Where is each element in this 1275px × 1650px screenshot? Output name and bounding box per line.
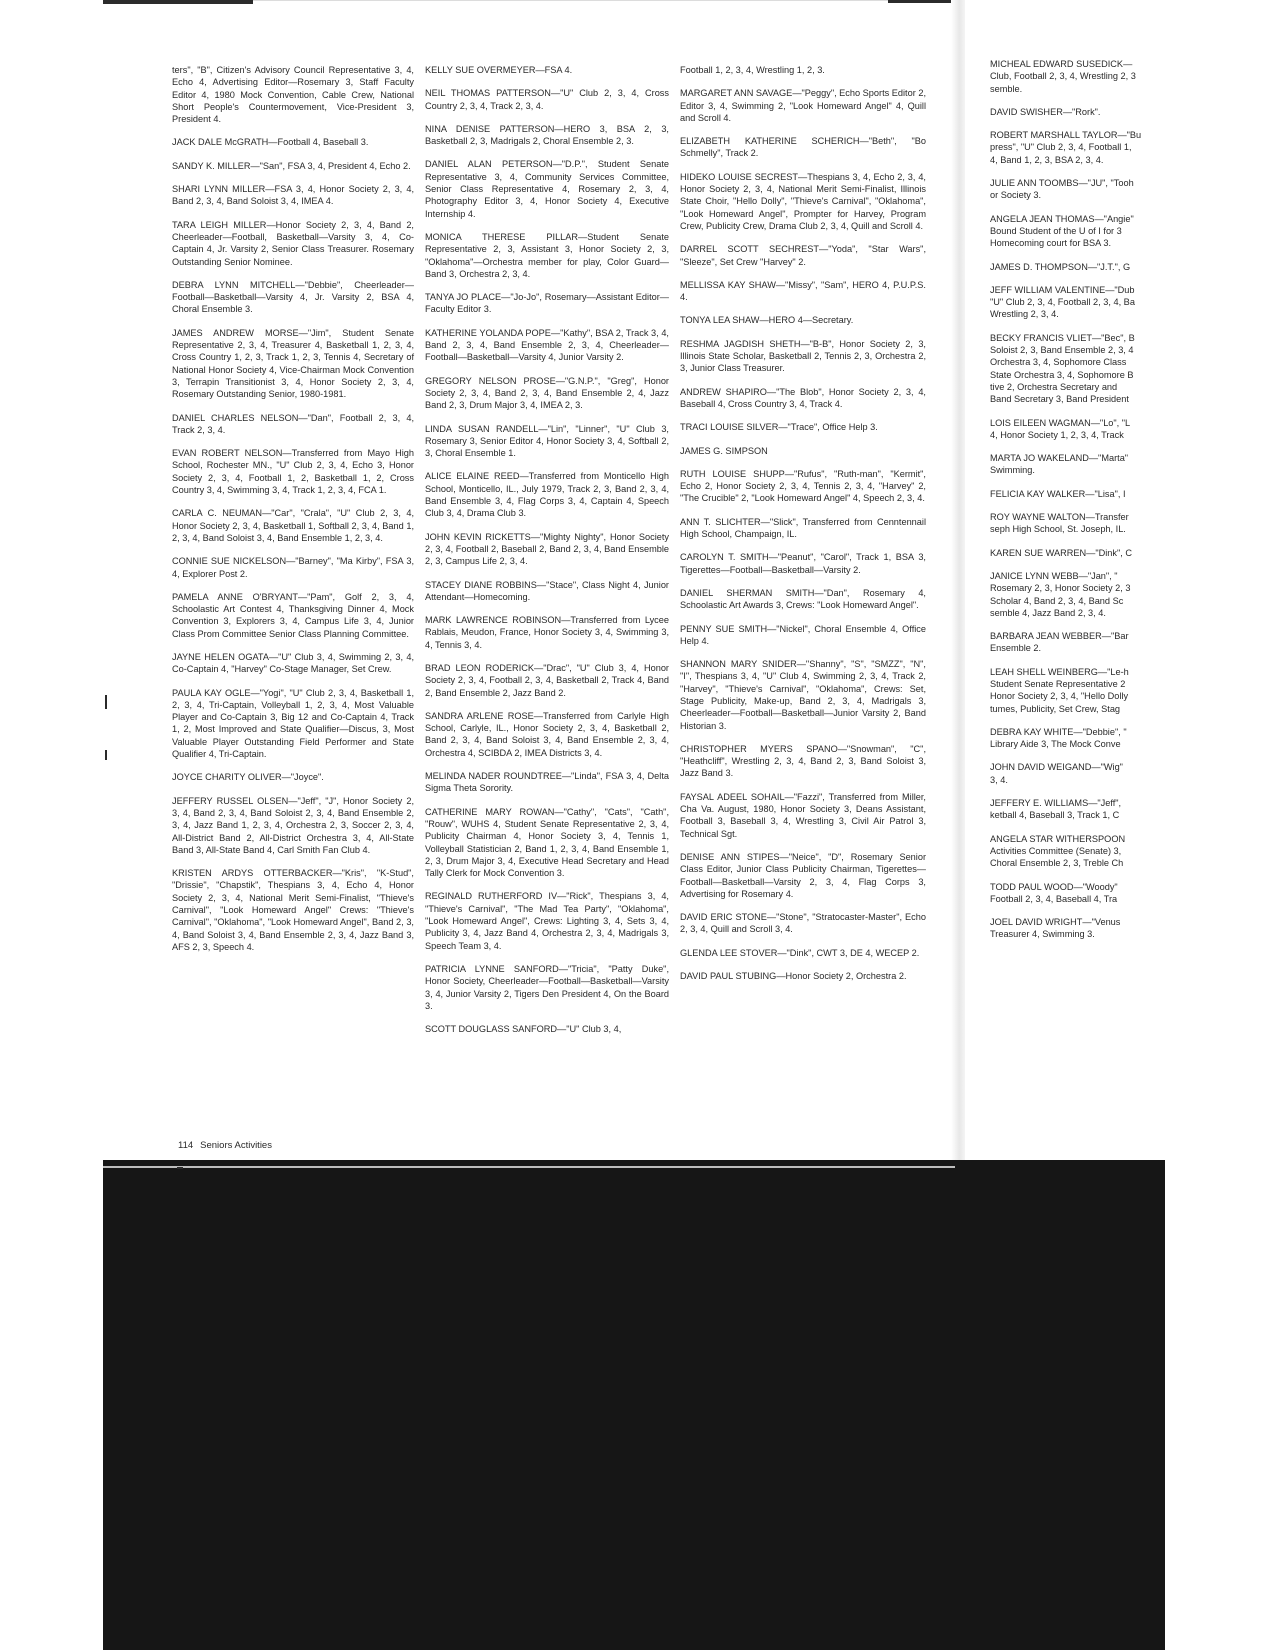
entry-line: BECKY FRANCIS VLIET—"Bec", B — [990, 332, 1135, 343]
senior-entry — [990, 284, 1190, 321]
senior-entry: MARGARET ANN SAVAGE—"Peggy", Echo Sports Editor 2, Editor 3, 4, Swimming 2, "Look Homeward Angel" 4, Quill and Scroll 4. — [680, 88, 926, 123]
entry-line: DEBRA KAY WHITE—"Debbie", " — [990, 726, 1127, 737]
entry-line: Honor Society 2, 3, 4, "Hello Dolly — [990, 691, 1129, 702]
senior-entry — [990, 488, 1190, 500]
senior-entry: PAMELA ANNE O'BRYANT—"Pam", Golf 2, 3, 4, Schoolastic Art Contest 4, Thanksgiving Dinner 4, Mock Convention 3, Explorers 3, 4, Campus Life 3, 4, Junior Class Prom Committee Senior Class Planning Committee. — [172, 591, 414, 639]
senior-entry: SCOTT DOUGLASS SANFORD—"U" Club 3, 4, — [425, 1024, 622, 1035]
entry-line: Student Senate Representative 2 — [990, 678, 1126, 689]
entry-line: Homecoming court for BSA 3. — [990, 238, 1112, 249]
entry-line: Scholar 4, Band 2, 3, 4, Band Sc — [990, 595, 1124, 606]
entry-line: seph High School, St. Joseph, IL. — [990, 524, 1126, 535]
senior-entry — [990, 547, 1190, 559]
entry-line: State Orchestra 3, 4, Sophomore B — [990, 369, 1134, 380]
entry-line: 3, 4. — [990, 774, 1008, 785]
senior-entry: KELLY SUE OVERMEYER—FSA 4. — [425, 65, 573, 75]
page-footer — [178, 1140, 279, 1151]
senior-entry: DANIEL CHARLES NELSON—"Dan", Football 2, 3, 4, Track 2, 3, 4. — [172, 412, 414, 435]
senior-entry — [990, 797, 1190, 822]
senior-entry: PATRICIA LYNNE SANFORD—"Tricia", "Patty Duke", Honor Society, Cheerleader—Football—Basketball—Varsity 3, 4, Junior Varsity 2, Tigers Den President 4, On the Board 3. — [425, 963, 669, 1011]
senior-entry: TARA LEIGH MILLER—Honor Society 2, 3, 4, Band 2, Cheerleader—Football, Basketball—Varsity 3, 4, Co-Captain 4, Jr. Varsity 2, Senior Class Treasurer. Rosemary Outstanding Senior Nominee. — [172, 219, 414, 267]
senior-entry: MELLISSA KAY SHAW—"Missy", "Sam", HERO 4, P.U.P.S. 4. — [680, 279, 926, 303]
entry-line: JOEL DAVID WRIGHT—"Venus — [990, 917, 1121, 928]
entries-column-1 — [172, 64, 414, 964]
entry-line: Activities Committee (Senate) 3, — [990, 845, 1122, 856]
entry-line: 4, Band 1, 2, 3, BSA 2, 3, 4. — [990, 154, 1104, 165]
entry-line: Orchestra 3, 4, Sophomore Class — [990, 357, 1127, 368]
senior-entry — [990, 511, 1190, 536]
entry-line: press", "U" Club 2, 3, 4, Football 1, — [990, 142, 1132, 153]
entry-line: ketball 4, Baseball 3, Track 1, C — [990, 810, 1120, 821]
senior-entry: KRISTEN ARDYS OTTERBACKER—"Kris", "K-Stud", "Drissie", "Chapstik", Thespians 3, 4, Echo 4, Honor Society 2, 3, 4, National Merit Semi-Finalist, "Thieve's Carnival", "Look Homeward Angel" Crews: "Thieve's Carnival", "Oklahoma", "Look Homeward Angel", Band 2, 3, 4, Band Soloist 3, 4, Band Ensemble 2, 3, 4, Jazz Band 3, AFS 2, 3, Speech 4. — [172, 868, 414, 952]
senior-entry — [990, 177, 1190, 202]
senior-entry — [990, 570, 1190, 619]
entry-line: MICHEAL EDWARD SUSEDICK— — [990, 59, 1133, 69]
scan-left-margin — [0, 0, 103, 1650]
entry-line: Library Aide 3, The Mock Conve — [990, 739, 1121, 750]
senior-entry — [990, 761, 1190, 786]
senior-entry: DAVID ERIC STONE—"Stone", "Stratocaster-Master", Echo 2, 3, 4, Quill and Scroll 3, 4. — [680, 912, 926, 935]
entries-column-3 — [680, 64, 926, 993]
senior-entry: PENNY SUE SMITH—"Nickel", Choral Ensemble 4, Office Help 4. — [680, 623, 926, 646]
scan-edge-mark-right — [888, 0, 955, 3]
senior-entry: TANYA JO PLACE—"Jo-Jo", Rosemary—Assistant Editor—Faculty Editor 3. — [425, 292, 669, 315]
senior-entry: STACEY DIANE ROBBINS—"Stace", Class Night 4, Junior Attendant—Homecoming. — [425, 579, 669, 602]
senior-entry — [990, 726, 1190, 751]
entry-line: semble 4, Jazz Band 2, 3, 4. — [990, 607, 1106, 618]
entry-line: "U" Club 2, 3, 4, Football 2, 3, 4, Ba — [990, 297, 1135, 308]
senior-entry: JAMES ANDREW MORSE—"Jim", Student Senate Representative 2, 3, 4, Treasurer 4, Basketball 1, 2, 3, 4, Cross Country 1, 2, 3, Track 1, 2, 3, Tennis 4, Secretary of National Honor Society 4, Vice-Chairman Mock Convention 3, Terrapin Transitionist 3, 4, Honor Society 2, 3, 4, Rosemary Outstanding Senior, 1980-1981. — [172, 327, 414, 400]
senior-entry: RESHMA JAGDISH SHETH—"B-B", Honor Society 2, 3, Illinois State Scholar, Basketball 2, Tennis 2, 3, Orchestra 2, 3, Junior Class Treasurer. — [680, 338, 926, 374]
entry-line: JOHN DAVID WEIGAND—"Wig" — [990, 762, 1123, 773]
page-bottom-edge — [103, 1166, 955, 1168]
senior-entry: NEIL THOMAS PATTERSON—"U" Club 2, 3, 4, Cross Country 2, 3, 4, Track 2, 3, 4. — [425, 88, 669, 111]
scan-speck-3 — [177, 1167, 183, 1169]
senior-entry: SANDRA ARLENE ROSE—Transferred from Carlyle High School, Carlyle, IL., Honor Society 2, 3, 4, Basketball 2, Band 2, 3, 4, Band Soloist 3, 4, Band Ensemble 2, 3, 4, Orchestra 4, SCIBDA 2, IMEA Districts 3, 4. — [425, 710, 669, 758]
entry-line: Football 2, 3, 4, Baseball 4, Tra — [990, 893, 1118, 904]
senior-entry: DEBRA LYNN MITCHELL—"Debbie", Cheerleader—Football—Basketball—Varsity 4, Jr. Varsity 2, BSA 4, Choral Ensemble 3. — [172, 279, 414, 315]
senior-entry: JACK DALE McGRATH—Football 4, Baseball 3. — [172, 137, 369, 148]
senior-entry — [990, 129, 1190, 166]
senior-entry: ALICE ELAINE REED—Transferred from Monticello High School, Monticello, IL., July 1979, Track 2, 3, Band 2, 3, 4, Band Ensemble 3, 4, Flag Corps 3, 4, Captain 4, Speech Club 3, 4, Drama Club 3. — [425, 471, 669, 519]
senior-entry: SHANNON MARY SNIDER—"Shanny", "S", "SMZZ", "N", "I", Thespians 3, 4, "U" Club 4, Swimming 2, 3, 4, Track 2, "Harvey", "Thieve's Carnival", "Oklahoma", Crews: Set, Stage Publicity, Make-up, Band 2, 3, 4, Madrigals 3, Cheerleader—Football—Basketball—Junior Varsity 2, Band Historian 3. — [680, 659, 926, 731]
senior-entry: JOYCE CHARITY OLIVER—"Joyce". — [172, 772, 324, 783]
entry-line: JAMES D. THOMPSON—"J.T.", G — [990, 261, 1131, 272]
senior-entry: JOHN KEVIN RICKETTS—"Mighty Nighty", Honor Society 2, 3, 4, Football 2, Baseball 2, Band 2, 3, 4, Band Ensemble 2, 3, Campus Life 2, 3, 4. — [425, 531, 669, 567]
entry-line: MARTA JO WAKELAND—"Marta" — [990, 453, 1129, 464]
entry-line: Bound Student of the U of I for 3 — [990, 225, 1122, 236]
entry-line: LOIS EILEEN WAGMAN—"Lo", "L — [990, 417, 1131, 428]
senior-entry: KATHERINE YOLANDA POPE—"Kathy", BSA 2, Track 3, 4, Band 2, 3, 4, Band Ensemble 2, 3, 4, Cheerleader—Football—Basketball—Varsity 4, Junior Varsity 2. — [425, 327, 669, 363]
entry-line: Swimming. — [990, 465, 1035, 476]
entry-line: tumes, Publicity, Set Crew, Stag — [990, 703, 1121, 714]
page-fold-shadow — [951, 0, 965, 1160]
entry-line: Choral Ensemble 2, 3, Treble Ch — [990, 858, 1124, 869]
entry-line: Band Secretary 3, Band President — [990, 394, 1129, 405]
entry-line: ROY WAYNE WALTON—Transfer — [990, 512, 1129, 523]
senior-entry: RUTH LOUISE SHUPP—"Rufus", "Ruth-man", "Kermit", Echo 2, Honor Society 2, 3, 4, Tennis 2, 3, 4, "Harvey" 2, "The Crucible" 2, "Look Homeward Angel" 4, Speech 2, 3, 4. — [680, 468, 926, 504]
senior-entry: MARK LAWRENCE ROBINSON—Transferred from Lycee Rablais, Meudon, France, Honor Society 3, 4, Swimming 3, 4, Tennis 3, 4. — [425, 615, 669, 650]
senior-entry: DANIEL ALAN PETERSON—"D.P.", Student Senate Representative 3, 4, Community Services Committee, Senior Class Representative 4, Rosemary 2, 3, 4, Photography Editor 3, 4, Honor Society 4, Executive Internship 4. — [425, 159, 669, 219]
entry-line: Ensemble 2. — [990, 643, 1042, 654]
senior-entry — [990, 417, 1190, 442]
entry-line: Club, Football 2, 3, 4, Wrestling 2, 3 — [990, 71, 1136, 82]
senior-entry: CHRISTOPHER MYERS SPANO—"Snowman", "C", "Heathcliff", Wrestling 2, 3, 4, Band 2, 3, Band Soloist 3, Jazz Band 3. — [680, 743, 926, 779]
senior-entry — [990, 106, 1190, 118]
entry-line: ROBERT MARSHALL TAYLOR—"Bu — [990, 130, 1142, 141]
senior-entry: NINA DENISE PATTERSON—HERO 3, BSA 2, 3, Basketball 2, 3, Madrigals 2, Choral Ensemble 2, 3. — [425, 123, 669, 147]
scanner-background — [103, 1160, 1165, 1650]
entry-line: 4, Honor Society 1, 2, 3, 4, Track — [990, 429, 1124, 440]
entries-column-2 — [425, 64, 669, 1046]
senior-entry: MONICA THERESE PILLAR—Student Senate Representative 2, 3, Assistant 3, Honor Society 2, 3, "Oklahoma"—Orchestra member for play, Color Guard—Band 3, Orchestra 2, 3, 4. — [425, 231, 669, 279]
senior-entry: PAULA KAY OGLE—"Yogi", "U" Club 2, 3, 4, Basketball 1, 2, 3, 4, Tri-Captain, Volleyball 1, 2, 3, 4, Most Valuable Player and Co-Captain 3, Big 12 and Co-Captain 4, Track 1, 2, Most Improved and State Qualifier—Discus, 3, Most Valuable Player Outstanding Field Performer and State Qualifier 4, Tri-Captain. — [172, 687, 414, 760]
senior-entry: EVAN ROBERT NELSON—Transferred from Mayo High School, Rochester MN., "U" Club 2, 3, 4, Echo 3, Honor Society 2, 3, 4, Football 1, 2, Basketball 1, 2, Cross Country 3, 4, Swimming 3, 4, Track 1, 2, 3, 4, FCA 1. — [172, 448, 414, 496]
entry-line: ANGELA JEAN THOMAS—"Angie" — [990, 213, 1134, 224]
senior-entry — [990, 452, 1190, 477]
senior-entry: SANDY K. MILLER—"San", FSA 3, 4, President 4, Echo 2. — [172, 160, 411, 171]
senior-entry — [990, 833, 1190, 870]
senior-entry — [990, 916, 1190, 941]
entry-line: FELICIA KAY WALKER—"Lisa", I — [990, 488, 1126, 499]
senior-entry — [990, 58, 1190, 95]
entry-line: JEFF WILLIAM VALENTINE—"Dub — [990, 284, 1135, 295]
senior-entry: DANIEL SHERMAN SMITH—"Dan", Rosemary 4, Schoolastic Art Awards 3, Crews: "Look Homeward Angel". — [680, 587, 926, 611]
senior-entry: GLENDA LEE STOVER—"Dink", CWT 3, DE 4, WECEP 2. — [680, 947, 920, 958]
entry-line: LEAH SHELL WEINBERG—"Le-h — [990, 666, 1129, 677]
entry-line: JEFFERY E. WILLIAMS—"Jeff", — [990, 798, 1122, 809]
senior-entry: BRAD LEON RODERICK—"Drac", "U" Club 3, 4, Honor Society 2, 3, 4, Football 2, 3, 4, Basketball 2, Track 4, Band 2, Band Ensemble 2, Jazz Band 2. — [425, 662, 669, 698]
senior-entry: LINDA SUSAN RANDELL—"Lin", "Linner", "U" Club 3, Rosemary 3, Senior Editor 4, Honor Society 3, 4, Softball 2, 3, Choral Ensemble 1. — [425, 423, 669, 459]
entry-line: Wrestling 2, 3, 4. — [990, 309, 1059, 320]
entry-line: Treasurer 4, Swimming 3. — [990, 929, 1095, 940]
senior-entry: DARREL SCOTT SECHREST—"Yoda", "Star Wars", "Sleeze", Set Crew "Harvey" 2. — [680, 244, 926, 267]
senior-entry: CATHERINE MARY ROWAN—"Cathy", "Cats", "Cath", "Rouw", WUHS 4, Student Senate Representative 2, 3, 4, Publicity Chairman 4, Honor Society 3, 4, Tennis 1, Volleyball Statistician 2, Band 1, 2, 3, 4, Band Ensemble 1, 2, 3, Drum Major 3, 4, Executive Head Secretary and Head Tally Clerk for Mock Convention 3. — [425, 806, 669, 879]
entry-line: JANICE LYNN WEBB—"Jan", " — [990, 570, 1118, 581]
senior-entry — [990, 881, 1190, 906]
senior-entry: DAVID PAUL STUBING—Honor Society 2, Orchestra 2. — [680, 971, 907, 982]
senior-entry: DENISE ANN STIPES—"Neice", "D", Rosemary Senior Class Editor, Junior Class Publicity Chairman, Tigerettes—Football—Basketball—Varsity 2, 3, 4, Flag Corps 3, Advertising for Rosemary 4. — [680, 851, 926, 899]
senior-entry: CAROLYN T. SMITH—"Peanut", "Carol", Track 1, BSA 3, Tigerettes—Football—Basketball—Varsity 2. — [680, 552, 926, 575]
entry-line: Rosemary 2, 3, Honor Society 2, 3 — [990, 583, 1131, 594]
senior-entry: HIDEKO LOUISE SECREST—Thespians 3, 4, Echo 2, 3, 4, Honor Society 2, 3, 4, National Merit Semi-Finalist, Illinois State Choir, "Hello Dolly", "Thieve's Carnival", "Oklahoma", "Look Homeward Angel", Prompter for Harvey, Program Crew, Publicity Crew, Drama Club 2, 3, 4, Quill and Scroll 4. — [680, 171, 926, 231]
senior-entry: ANDREW SHAPIRO—"The Blob", Honor Society 2, 3, 4, Baseball 4, Cross Country 3, 4, Track 4. — [680, 386, 926, 409]
entry-line: ANGELA STAR WITHERSPOON — [990, 833, 1126, 844]
entry-line: or Society 3. — [990, 190, 1042, 201]
scan-speck-1 — [105, 695, 107, 709]
entry-line: TODD PAUL WOOD—"Woody" — [990, 881, 1118, 892]
section-title: Seniors Activities — [200, 1140, 272, 1151]
senior-entry — [990, 332, 1190, 406]
senior-entry: FAYSAL ADEEL SOHAIL—"Fazzi", Transferred from Miller, Cha Va. August, 1980, Honor Society 3, Deans Assistant, Football 3, Baseball 3, 4, Wrestling 3, Civil Air Patrol 3, Technical Sgt. — [680, 791, 926, 839]
senior-entry — [990, 213, 1190, 250]
senior-entry: TONYA LEA SHAW—HERO 4—Secretary. — [680, 315, 854, 326]
entry-line: semble. — [990, 83, 1023, 94]
scan-speck-2 — [105, 750, 107, 760]
entry-line: KAREN SUE WARREN—"Dink", C — [990, 547, 1132, 558]
senior-entry — [990, 630, 1190, 655]
senior-entry: ANN T. SLICHTER—"Slick", Transferred from Cenntennail High School, Champaign, IL. — [680, 516, 926, 540]
senior-entry: CARLA C. NEUMAN—"Car", "Crala", "U" Club 2, 3, 4, Honor Society 2, 3, 4, Basketball 1, Softball 2, 3, 4, Band 1, 2, 3, 4, Band Soloist 3, 4, Band Ensemble 1, 2, 3, 4. — [172, 508, 414, 543]
entry-line: JULIE ANN TOOMBS—"JU", "Tooh — [990, 178, 1134, 189]
page-number: 114 — [178, 1140, 194, 1151]
senior-entry: ters", "B", Citizen's Advisory Council Representative 3, 4, Echo 4, Advertising Editor—Rosemary 3, Staff Faculty Editor 4, 1980 Mock Convention, Cable Crew, National Short People's Countermovement, Vice-President 3, President 4. — [172, 65, 414, 125]
senior-entry: GREGORY NELSON PROSE—"G.N.P.", "Greg", Honor Society 2, 3, 4, Band 2, 3, 4, Band Ensemble 2, 4, Jazz Band 2, 3, Drum Major 3, 4, IMEA 2, 3. — [425, 375, 669, 411]
entry-line: tive 2, Orchestra Secretary and — [990, 381, 1118, 392]
senior-entry: JEFFERY RUSSEL OLSEN—"Jeff", "J", Honor Society 2, 3, 4, Band 2, 3, 4, Band Soloist 2, 3, 4, Band Ensemble 2, 3, 4, Jazz Band 1, 2, 3, 4, Orchestra 2, 3, Soccer 2, 3, 4, All-District Band 2, All-District Orchestra 3, 4, All-State Band 3, All-State Band 4, Carl Smith Fan Club 4. — [172, 795, 414, 855]
senior-entry: REGINALD RUTHERFORD IV—"Rick", Thespians 3, 4, "Thieve's Carnival", "The Mad Tea Party", "Oklahoma", "Look Homeward Angel", Crews: Lighting 3, 4, Sets 3, 4, Publicity 3, 4, Jazz Band 4, Orchestra 2, 3, 4, Madrigals 3, Speech Team 3, 4. — [425, 891, 669, 951]
senior-entry: ELIZABETH KATHERINE SCHERICH—"Beth", "Bo Schmelly", Track 2. — [680, 136, 926, 159]
senior-entry: SHARI LYNN MILLER—FSA 3, 4, Honor Society 2, 3, 4, Band 2, 3, 4, Band Soloist 3, 4, IMEA 4. — [172, 184, 414, 207]
entries-column-4-cropped — [990, 58, 1190, 952]
senior-entry — [990, 261, 1190, 273]
senior-entry: JAMES G. SIMPSON — [680, 445, 768, 456]
senior-entry: Football 1, 2, 3, 4, Wrestling 1, 2, 3. — [680, 65, 825, 75]
scan-edge-mark-left — [103, 0, 253, 4]
entry-line: BARBARA JEAN WEBBER—"Bar — [990, 631, 1129, 642]
senior-entry: CONNIE SUE NICKELSON—"Barney", "Ma Kirby", FSA 3, 4, Explorer Post 2. — [172, 556, 414, 579]
senior-entry: JAYNE HELEN OGATA—"U" Club 3, 4, Swimming 2, 3, 4, Co-Captain 4, "Harvey" Co-Stage Manager, Set Crew. — [172, 651, 414, 675]
senior-entry: TRACI LOUISE SILVER—"Trace", Office Help 3. — [680, 422, 878, 433]
senior-entry — [990, 666, 1190, 715]
senior-entry: MELINDA NADER ROUNDTREE—"Linda", FSA 3, 4, Delta Sigma Theta Sorority. — [425, 771, 669, 794]
entry-line: DAVID SWISHER—"Rork". — [990, 106, 1101, 117]
entry-line: Soloist 2, 3, Band Ensemble 2, 3, 4 — [990, 345, 1134, 356]
